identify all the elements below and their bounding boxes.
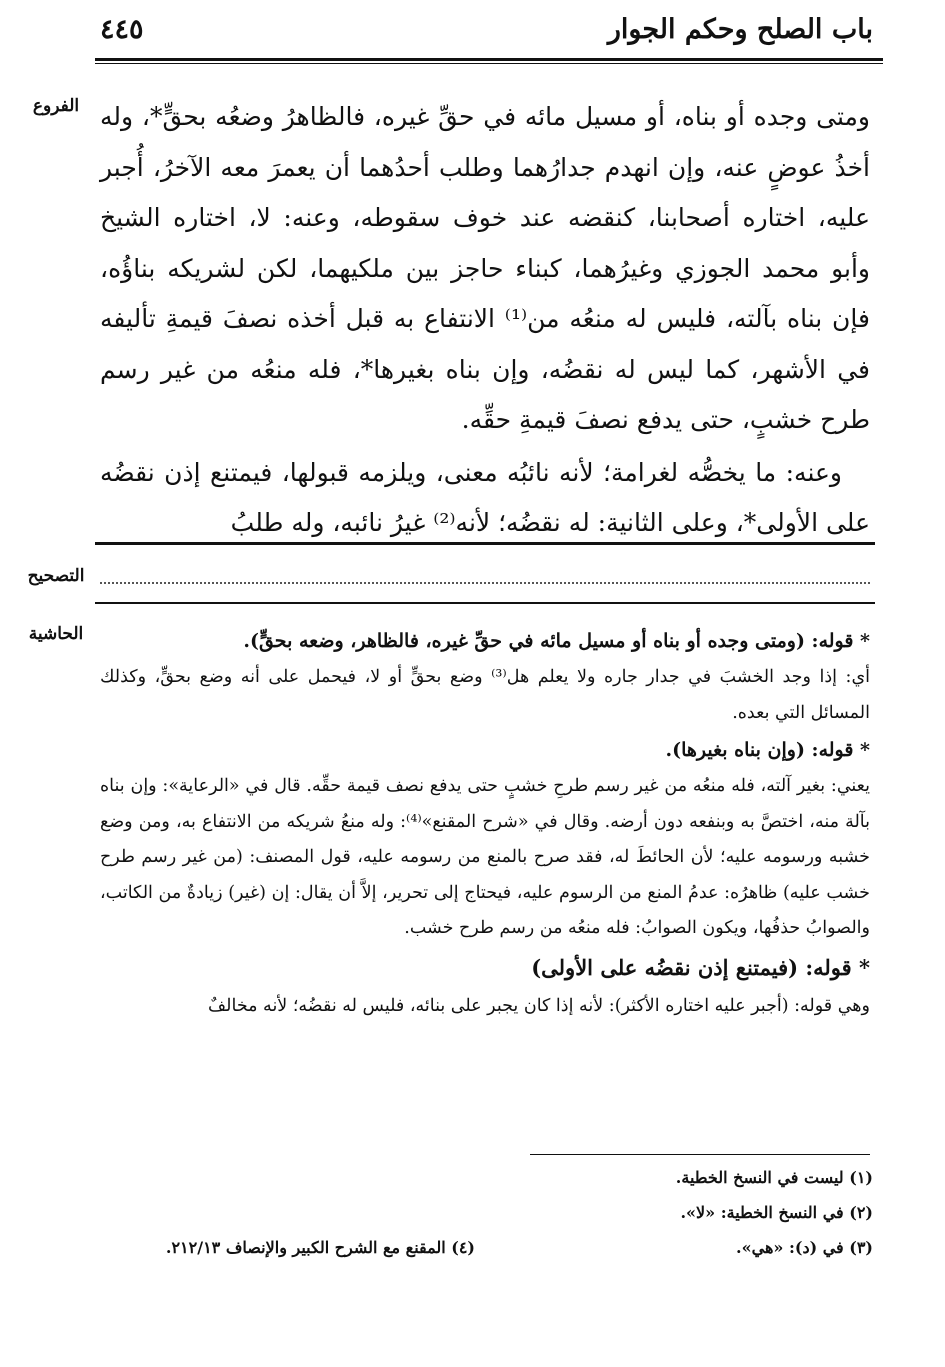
tashih-dotted-line bbox=[100, 562, 870, 584]
hashiya-quote-2: * قوله: (وإن بناه بغيرها). bbox=[665, 739, 870, 761]
main-paragraph-2: وعنه: ما يخصُّه لغرامة؛ لأنه نائبُه معنى، ويلزمه قبولها، فيمتنع إذن نقضُه على الأولى*، وعلى الثانية: له نقضُه؛ لأنه⁽²⁾ غيرُ نائبه، وله طلبُ bbox=[100, 457, 870, 537]
hashiya-body-2: يعني: بغير آلته، فله منعُه من غير رسم طرحِ خشبٍ حتى يدفع نصف قيمة حقِّه. قال في «الرعاية»: وإن بناه بآلة منه، اختصَّ به وبنفعه دون أرضه. وقال في «شرح المقنع»⁽⁴⁾: وله منعُ شريكه من الانتفاع به، ومن وضع خشبه ورسومه عليه؛ لأن الحائطَ له، فقد صرح بالمنع من رسومه عليه، قول المصنف: (من غير رسم طرح خشب عليه) ظاهرُه: عدمُ المنع من الرسوم عليه، فيحتاج إلى تحرير، إلاَّ أن يقال: إن (غير) زيادةٌ من الكاتب، والصوابُ حذفُها، ويكون الصوابُ: فله منعُه من رسم طرح خشب. bbox=[100, 776, 870, 938]
hashiya-section bbox=[100, 622, 870, 1024]
header-rule bbox=[95, 58, 883, 61]
hashiya-body-1: أي: إذا وجد الخشبَ في جدار جاره ولا يعلم هل⁽³⁾ وضع بحقٍّ أو لا، فيحمل على أنه وضع بحقٍّ، وكذلك المسائل التي بعده. bbox=[100, 667, 871, 723]
chapter-title: باب الصلح وحكم الجوار bbox=[607, 14, 873, 45]
footnote-rule bbox=[530, 1154, 870, 1155]
footnote-4: (٤) المقنع مع الشرح الكبير والإنصاف ٢١٢/١٣. bbox=[165, 1238, 475, 1257]
section-divider bbox=[95, 542, 875, 545]
footnote-3: (٣) في (د): «هي». bbox=[736, 1238, 873, 1257]
section-divider-thin bbox=[95, 602, 875, 604]
main-paragraph-1: ومتى وجده أو بناه، أو مسيل مائه في حقِّ غيره، فالظاهرُ وضعُه بحقٍّ*، وله أخذُ عوضٍ عنه، وإن انهدم جدارُهما وطلب أحدُهما أن يعمرَ معه الآخرُ، أُجبر عليه، اختاره أصحابنا، كنقضه عند خوف سقوطه، وعنه: لا، اختاره الشيخ وأبو محمد الجوزي وغيرُهما، كبناء حاجز بين ملكيهما، لكن لشريكه بناؤُه، فإن بناه بآلته، فليس له منعُه من⁽¹⁾ الانتفاع به قبل أخذه نصفَ قيمةِ تأليفه في الأشهر، كما ليس له نقضُه، وإن بناه بغيرها*، فله منعُه من غير رسم طرح خشبٍ، حتى يدفع نصفَ قيمةِ حقِّه. bbox=[100, 102, 870, 434]
hashiya-quote-3: * قوله: (فيمتنع إذن نقضُه على الأولى) bbox=[531, 954, 870, 980]
label-hashiya: الحاشية bbox=[28, 624, 84, 644]
footnote-1: (١) ليست في النسخ الخطية. bbox=[675, 1168, 873, 1187]
header-rule-thin bbox=[95, 63, 883, 64]
label-tashih: التصحيح bbox=[27, 566, 85, 586]
label-furu: الفروع bbox=[32, 96, 80, 116]
footnote-2: (٢) في النسخ الخطية: «لا». bbox=[680, 1203, 873, 1222]
main-text bbox=[100, 92, 870, 549]
page-number: ٤٤٥ bbox=[100, 14, 144, 45]
hashiya-quote-1: * قوله: (ومتى وجده أو بناه أو مسيل مائه في حقِّ غيره، فالظاهر، وضعه بحقٍّ). bbox=[243, 630, 870, 652]
hashiya-body-3: وهي قوله: (أجبر عليه اختاره الأكثر): لأنه إذا كان يجبر على بنائه، فليس له نقضُه؛ لأنه مخالفٌ bbox=[208, 995, 870, 1016]
